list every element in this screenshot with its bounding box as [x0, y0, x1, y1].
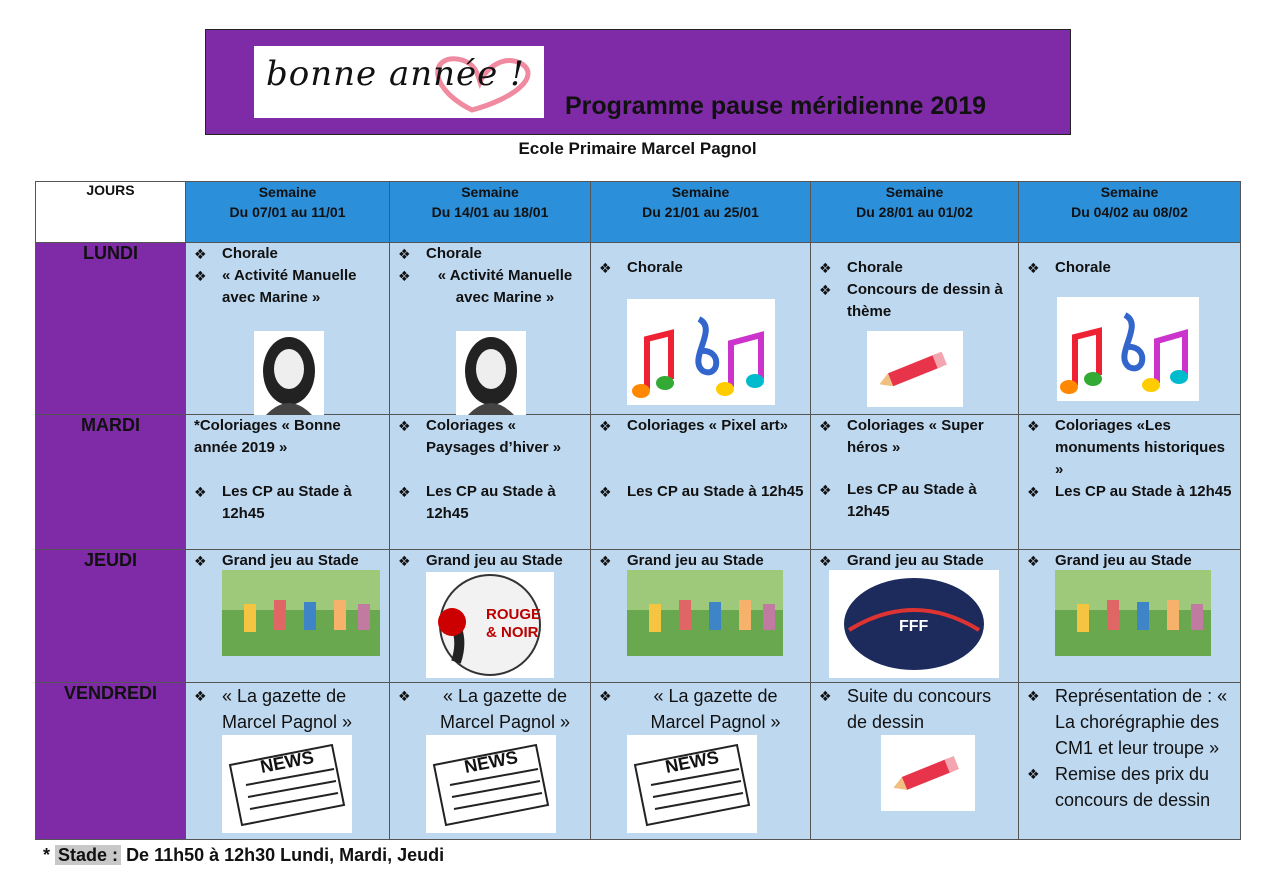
newspaper-image [222, 735, 352, 833]
footnote: * Stade : De 11h50 à 12h30 Lundi, Mardi, Jeudi [43, 845, 445, 865]
table-cell [811, 415, 1019, 550]
list-item: ❖ Chorale [390, 243, 590, 265]
day-label: JEUDI [36, 550, 186, 683]
table-cell [390, 415, 591, 550]
diamond-bullet-icon: ❖ [819, 418, 832, 434]
diamond-bullet-icon: ❖ [398, 553, 411, 569]
table-cell [811, 243, 1019, 415]
diamond-bullet-icon: ❖ [194, 688, 207, 704]
table-cell [390, 683, 591, 840]
ball-label: FFF [899, 618, 929, 635]
table-cell [591, 683, 811, 840]
diamond-bullet-icon: ❖ [819, 482, 832, 498]
table-cell [591, 550, 811, 683]
diamond-bullet-icon: ❖ [599, 418, 612, 434]
newspaper-image [627, 735, 757, 833]
diamond-bullet-icon: ❖ [398, 688, 411, 704]
diamond-bullet-icon: ❖ [194, 484, 207, 500]
list-item: ❖ Grand jeu au Stade [186, 550, 389, 572]
list-item: ❖ Grand jeu au Stade [811, 550, 1018, 572]
music-notes-image [1057, 297, 1199, 401]
news-label: NEWS [258, 747, 316, 777]
pencil-image [881, 735, 975, 811]
list-item: ❖ « Activité Manuelle avec Marine » [398, 267, 573, 306]
jours-header: JOURS [36, 182, 186, 243]
football-image [426, 572, 554, 678]
row-mardi [36, 415, 1241, 550]
diamond-bullet-icon: ❖ [819, 688, 832, 704]
diamond-bullet-icon: ❖ [599, 553, 612, 569]
list-item: ❖ « La gazette de Marcel Pagnol » [390, 683, 590, 735]
page-title: Programme pause méridienne 2019 [565, 92, 987, 120]
table-cell [390, 550, 591, 683]
programme-table [35, 181, 1241, 840]
header-banner [205, 29, 1071, 135]
week-header: Semaine Du 04/02 au 08/02 [1019, 182, 1241, 243]
list-item: ❖ « La gazette de Marcel Pagnol » [591, 683, 810, 735]
bonne-annee-logo [254, 46, 544, 118]
logo-text: bonne année ! [266, 54, 525, 94]
list-item: ❖ Coloriages « Super héros » [819, 417, 984, 456]
fff-rugby-ball-image [829, 570, 999, 678]
list-item: ❖ Grand jeu au Stade [591, 550, 810, 572]
diamond-bullet-icon: ❖ [398, 246, 411, 262]
list-item: *Coloriages « Bonne année 2019 » [194, 417, 341, 456]
list-item: ❖ Grand jeu au Stade [390, 550, 590, 572]
news-label: NEWS [663, 747, 721, 777]
diamond-bullet-icon: ❖ [194, 553, 207, 569]
pencil-image [867, 331, 963, 407]
list-item: ❖ Représentation de : « La chorégraphie des CM1 et leur troupe » [1019, 683, 1240, 761]
list-item: ❖ Chorale [591, 257, 810, 279]
table-cell [390, 243, 591, 415]
newspaper-image [426, 735, 556, 833]
row-jeudi [36, 550, 1241, 683]
table-cell [186, 550, 390, 683]
week-header: Semaine Du 07/01 au 11/01 [186, 182, 390, 243]
girl-portrait-image [456, 331, 526, 415]
list-item: ❖ Les CP au Stade à 12h45 [398, 483, 556, 522]
table-cell [1019, 683, 1241, 840]
list-item: ❖ Les CP au Stade à 12h45 [591, 481, 810, 503]
diamond-bullet-icon: ❖ [398, 418, 411, 434]
diamond-bullet-icon: ❖ [1027, 260, 1040, 276]
day-label: LUNDI [36, 243, 186, 415]
school-name: Ecole Primaire Marcel Pagnol [518, 139, 757, 158]
ball-label: ROUGE & NOIR [486, 606, 542, 641]
table-cell [591, 415, 811, 550]
list-item: ❖ Chorale [1019, 257, 1240, 279]
list-item: ❖ Chorale [811, 257, 1018, 279]
list-item: ❖ Suite du concours de dessin [811, 683, 1018, 735]
week-header: Semaine Du 28/01 au 01/02 [811, 182, 1019, 243]
diamond-bullet-icon: ❖ [1027, 766, 1040, 782]
table-cell [186, 683, 390, 840]
music-notes-image [627, 299, 775, 405]
diamond-bullet-icon: ❖ [1027, 553, 1040, 569]
diamond-bullet-icon: ❖ [398, 484, 411, 500]
table-cell [186, 415, 390, 550]
news-label: NEWS [462, 747, 520, 777]
list-item: ❖ Coloriages « Paysages d’hiver » [398, 417, 562, 456]
table-cell [811, 683, 1019, 840]
row-lundi [36, 243, 1241, 415]
table-header-row [36, 182, 1241, 243]
diamond-bullet-icon: ❖ [1027, 688, 1040, 704]
table-cell [1019, 415, 1241, 550]
diamond-bullet-icon: ❖ [398, 268, 411, 284]
table-cell [1019, 550, 1241, 683]
list-item: ❖ Les CP au Stade à 12h45 [819, 481, 977, 520]
list-item: ❖ Remise des prix du concours de dessin [1019, 761, 1240, 813]
list-item: ❖ Coloriages «Les monuments historiques » [1027, 417, 1226, 478]
list-item: ❖ « La gazette de Marcel Pagnol » [186, 683, 389, 735]
list-item: ❖ « Activité Manuelle avec Marine » [194, 267, 357, 306]
week-header: Semaine Du 21/01 au 25/01 [591, 182, 811, 243]
table-cell [1019, 243, 1241, 415]
diamond-bullet-icon: ❖ [194, 268, 207, 284]
diamond-bullet-icon: ❖ [1027, 484, 1040, 500]
diamond-bullet-icon: ❖ [819, 282, 832, 298]
diamond-bullet-icon: ❖ [819, 260, 832, 276]
diamond-bullet-icon: ❖ [194, 246, 207, 262]
diamond-bullet-icon: ❖ [599, 484, 612, 500]
list-item: ❖ Chorale [186, 243, 389, 265]
list-item: ❖ Concours de dessin à thème [819, 281, 1003, 320]
week-header: Semaine Du 14/01 au 18/01 [390, 182, 591, 243]
schedule-text: De 11h50 à 12h30 Lundi, Mardi, Jeudi [126, 845, 445, 865]
table-cell [811, 550, 1019, 683]
list-item: ❖ Coloriages « Pixel art» [591, 415, 810, 437]
row-vendredi [36, 683, 1241, 840]
diamond-bullet-icon: ❖ [819, 553, 832, 569]
children-playing-image [627, 570, 783, 656]
diamond-bullet-icon: ❖ [599, 260, 612, 276]
table-cell [591, 243, 811, 415]
highlight-label: Stade : [55, 845, 121, 865]
children-playing-image [222, 570, 380, 656]
day-label: VENDREDI [36, 683, 186, 840]
diamond-bullet-icon: ❖ [599, 688, 612, 704]
list-item: ❖ Les CP au Stade à 12h45 [194, 483, 352, 522]
table-cell [186, 243, 390, 415]
list-item: ❖ Les CP au Stade à 12h45 [1019, 481, 1240, 503]
girl-portrait-image [254, 331, 324, 415]
list-item: ❖ Grand jeu au Stade [1019, 550, 1240, 572]
day-label: MARDI [36, 415, 186, 550]
children-playing-image [1055, 570, 1211, 656]
diamond-bullet-icon: ❖ [1027, 418, 1040, 434]
